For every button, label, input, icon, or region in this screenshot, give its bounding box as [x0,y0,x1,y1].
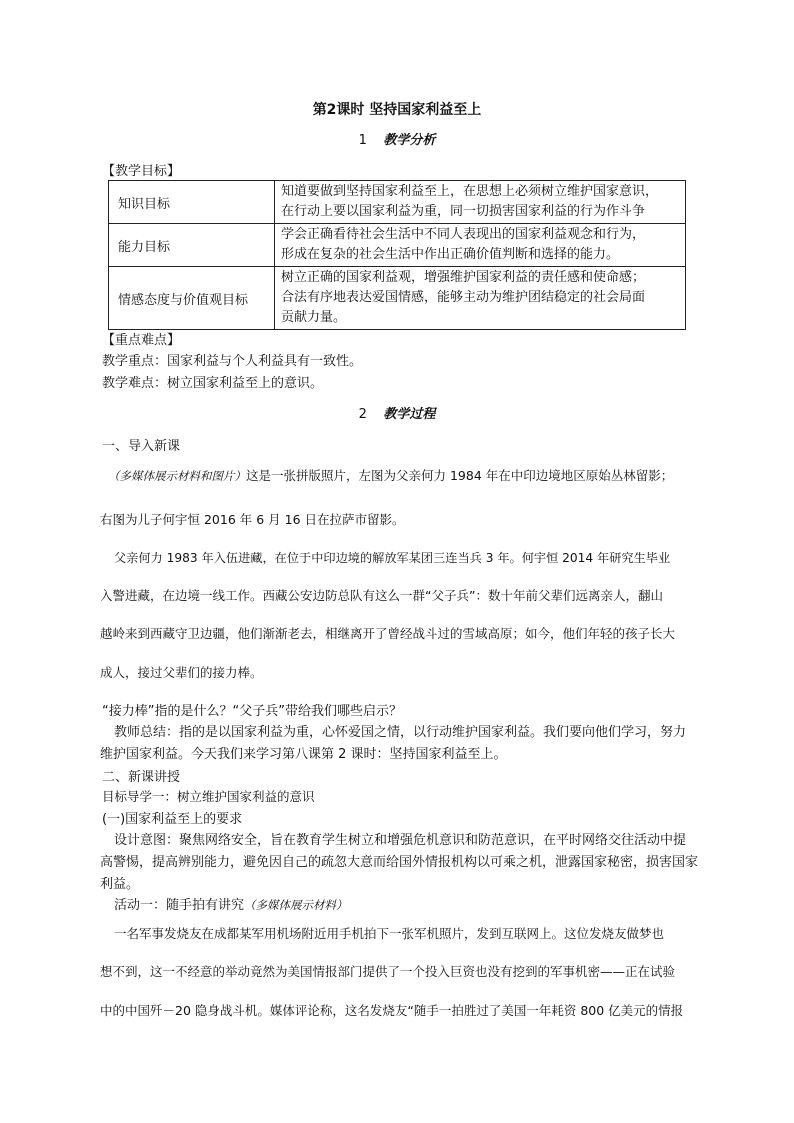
goal-value [275,181,686,224]
section-heading-process [0,403,794,422]
goal-line: 形成在复杂的社会生活中作出正确价值判断和选择的能力。 [281,247,620,262]
design-line: 设计意图：聚焦网络安全，旨在教育学生树立和增强危机意识和防范意识，在平时网络交往活动中提 [114,833,687,848]
paragraph-line: 父亲何力 1983 年入伍进藏，在位于中印边境的解放军某团三连当兵 3 年。何宇恒 2014 年研究生毕业 [114,551,671,565]
media-note: （多媒体展示材料和图片） [108,469,246,483]
key-point: 教学重点：国家利益与个人利益具有一致性。 [102,354,363,369]
goals-table [108,180,686,330]
goal-line: 贡献力量。 [281,310,347,325]
paragraph-line: 入警进藏，在边境一线工作。西藏公安边防总队有这么一群“父子兵”：数十年前父辈们远离亲人，翻山 [100,588,663,603]
goal-line: 树立正确的国家利益观，增强维护国家利益的责任感和使命感； [281,270,646,285]
subheading: (一)国家利益至上的要求 [102,812,243,827]
page-title: 第2课时 坚持国家利益至上 [312,102,482,118]
goal-guide: 目标导学一：树立维护国家利益的意识 [102,789,315,804]
heading-new-lesson: 二、新课讲授 [102,770,181,785]
goal-key: 情感态度与价值观目标 [109,267,275,330]
table-row [109,224,686,267]
paragraph-text: 这是一张拼版照片，左图为父亲何力 1984 年在中印边境地区原始丛林留影； [246,468,674,483]
goal-key: 知识目标 [109,181,275,224]
paragraph-line: 想不到，这一不经意的举动竟然为美国情报部门提供了一个投入巨资也没有挖到的军事机密——正在试验 [100,964,676,979]
paragraph-line: 一名军事发烧友在成都某军用机场附近用手机拍下一张军机照片，发到互联网上。这位发烧友做梦也 [114,926,665,941]
design-line: 高警惕，提高辨别能力，避免因自己的疏忽大意而给国外情报机构以可乘之机，泄露国家秘密，损害国家 [100,855,699,870]
section-number: 1 [358,133,367,148]
goal-line: 学会正确看待社会生活中不同人表现出的国家利益观念和行为， [281,227,646,242]
paragraph-line: 右图为儿子何宇恒 2016 年 6 月 16 日在拉萨市留影。 [100,512,405,527]
activity-title: 活动一：随手拍有讲究 [114,898,245,913]
goal-value [275,224,686,267]
section-label: 教学过程 [383,407,436,422]
design-line: 利益。 [100,877,140,892]
key-header: 【重点难点】 [102,333,181,348]
table-row [109,267,686,330]
media-note: （多媒体展示材料） [244,898,348,912]
goal-line: 合法有序地表达爱国情感，能够主动为维护团结稳定的社会局面 [281,290,646,305]
heading-intro: 一、导入新课 [102,439,181,454]
goal-line: 在行动上要以国家利益为重，同一切损害国家利益的行为作斗争 [281,204,646,219]
summary-line: 维护国家利益。今天我们来学习第八课第 2 课时：坚持国家利益至上。 [100,747,507,762]
section-label: 教学分析 [383,133,436,148]
activity [114,894,742,913]
goal-value [275,267,686,330]
goal-key: 能力目标 [109,224,275,267]
goals-header: 【教学目标】 [102,164,181,179]
paragraph-line: 越岭来到西藏守卫边疆，他们渐渐老去，相继离开了曾经战斗过的雪域高原；如今，他们年轻的孩子长大 [100,626,676,641]
section-number: 2 [358,407,367,422]
difficult-point: 教学难点：树立国家利益至上的意识。 [102,376,324,391]
section-heading-analysis [0,129,794,148]
paragraph [108,466,736,484]
paragraph-line: 成人，接过父辈们的接力棒。 [100,665,263,680]
goal-line: 知道要做到坚持国家利益至上，在思想上必须树立维护国家意识， [281,184,659,199]
question: “接力棒”指的是什么？“父子兵”带给我们哪些启示？ [102,704,402,719]
paragraph-line: 中的中国歼－20 隐身战斗机。媒体评论称，这名发烧友“随手一拍胜过了美国一年耗资 800 亿美元的情报 [100,1003,684,1018]
summary-line: 教师总结：指的是以国家利益为重，心怀爱国之情，以行动维护国家利益。我们要向他们学习，努力 [114,725,687,740]
table-row [109,181,686,224]
